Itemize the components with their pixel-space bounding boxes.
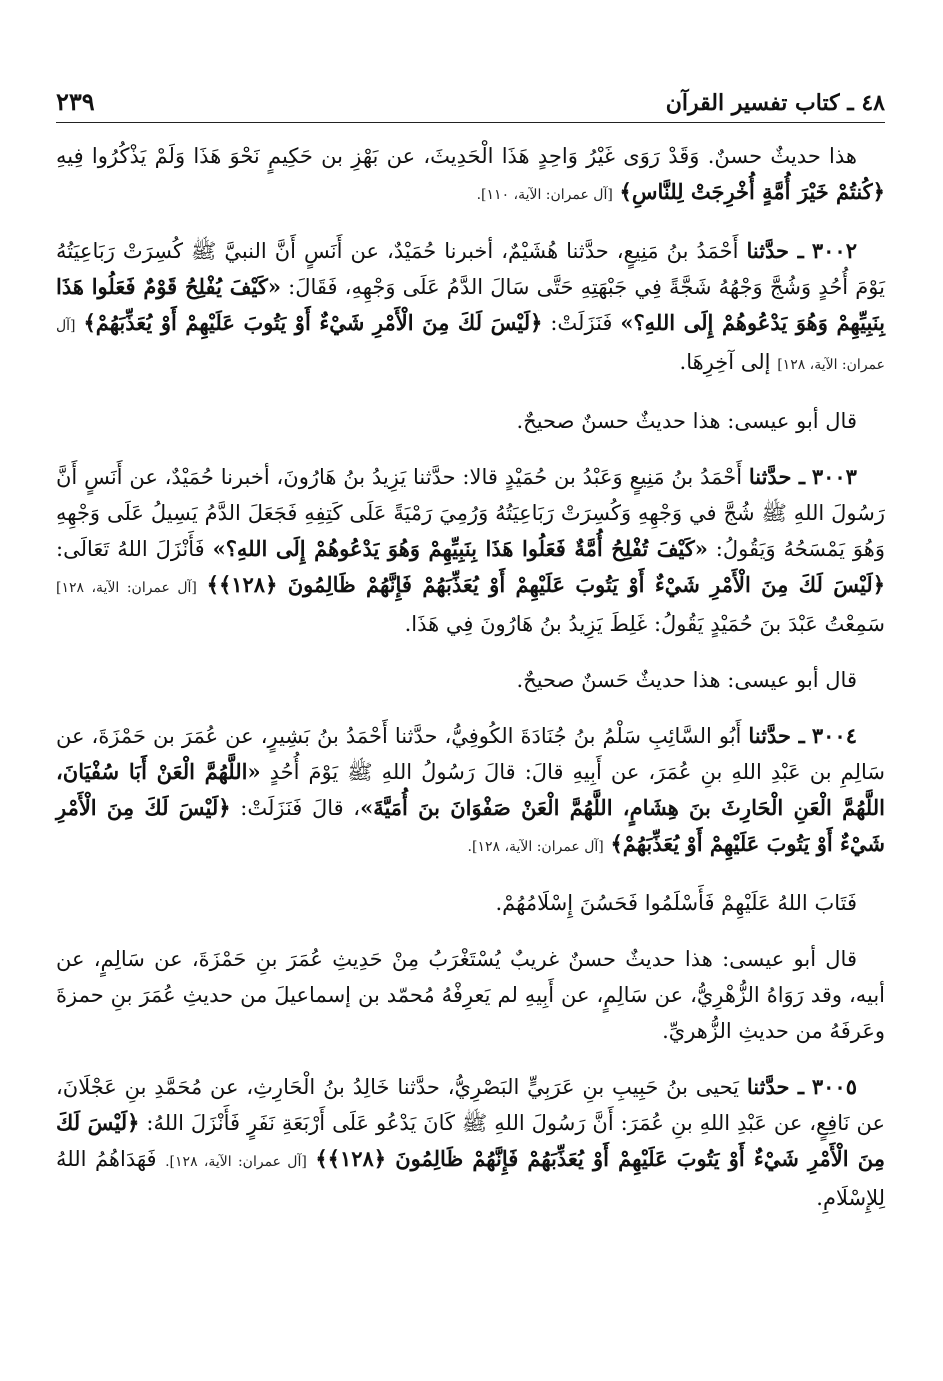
hadith-3002 [56,233,885,383]
verse-reference: [آل عمران: الآية، ١٢٨]. [467,839,604,855]
paragraph-text: أَحْمَدُ بنُ مَنِيعٍ، حدَّثنا هُشَيْمٌ، أخبرنا حُمَيْدٌ، عن أَنَسٍ أَنَّ النبيَّ ﷺ كُسِرَتْ رَبَاعِيَتُهُ يَوْمَ أُحُدٍ وَشُجَّ وَجْهُهُ شَجَّةً فِي جَبْهَتِهِ حَتَّى سَالَ الدَّمُ عَلَى وَجْهِهِ، فَقَالَ: [56,239,885,299]
quran-verse: ﴿لَيْسَ لَكَ مِنَ الْأَمْرِ شَيْءٌ أَوْ يَتُوبَ عَلَيْهِمْ أَوْ يُعَذِّبَهُمْ﴾ [83,310,543,335]
hadith-number: ٣٠٠٥ [811,1074,857,1099]
paragraph-text: فَأَنْزَلَ اللهُ تَعَالَى: [56,537,205,561]
outcome-note [56,885,885,921]
quran-verse: ﴿لَيْسَ لَكَ مِنَ الْأَمْرِ شَيْءٌ أَوْ يَتُوبَ عَلَيْهِمْ أَوْ يُعَذِّبَهُمْ فَإِنَّهُمْ ظَالِمُونَ ﴿١٢٨﴾﴾ [206,572,886,597]
narration-label: ـ حدَّثنا [748,723,805,748]
verse-reference: [آل عمران: الآية، ١١٠]. [476,187,613,203]
paragraph-text: سَمِعْتُ عَبْدَ بنَ حُمَيْدٍ يَقُولُ: غَلِطَ يَزِيدُ بنُ هَارُونَ فِي هَذَا. [404,612,885,636]
hadith-number: ٣٠٠٤ [811,723,857,748]
paragraph-text: فَتَابَ اللهُ عَلَيْهِمْ فَأَسْلَمُوا فَحَسُنَ إِسْلَامُهُمْ. [495,891,857,915]
prophetic-quote: «اللَّهُمَّ الْعَنْ أَبَا سُفْيَانَ، اللَّهُمَّ الْعَنِ الْحَارِثَ بنَ هِشَامٍ، اللَّهُمَّ الْعَنْ صَفْوَانَ بنَ أُمَيَّةَ» [56,759,885,820]
hadith-number: ٣٠٠٣ [811,464,857,489]
prophetic-quote: «كَيْفَ تُفْلِحُ أُمَّةٌ فَعَلُوا هَذَا بِنَبِيِّهِمْ وَهُوَ يَدْعُوهُمْ إِلَى اللهِ؟» [212,536,708,561]
narration-label: ـ حدَّثنا [748,464,806,489]
quran-verse: ﴿لَيْسَ لَكَ مِنَ الْأَمْرِ شَيْءٌ أَوْ يَتُوبَ عَلَيْهِمْ أَوْ يُعَذِّبَهُمْ﴾ [56,795,885,856]
grading-note [56,662,885,698]
paragraph-intro [56,138,885,213]
paragraph-text: قال أبو عيسى: هذا حديثٌ حَسنٌ صحيحٌ. [516,668,857,692]
verse-reference: [آل عمران: الآية، ١٢٨] [56,318,885,373]
paragraph-text: أَبُو السَّائِبِ سَلْمُ بنُ جُنَادَةَ الكُوفِيُّ، حدَّثنا أَحْمَدُ بنُ بَشِيرٍ، عن عُمَرَ بن حَمْزَةَ، عن سَالِمِ بن عَبْدِ اللهِ بنِ عُمَرَ، عن أَبِيهِ قالَ: قالَ رَسُولُ اللهِ ﷺ يَوْمَ أُحُدٍ [56,724,885,784]
quran-verse: ﴿لَيْسَ لَكَ مِنَ الْأَمْرِ شَيْءٌ أَوْ يَتُوبَ عَلَيْهِمْ أَوْ يُعَذِّبَهُمْ فَإِنَّهُمْ ظَالِمُونَ ﴿١٢٨﴾﴾ [56,1110,885,1171]
grading-note [56,941,885,1049]
prophetic-quote: «كَيْفَ يُفْلِحُ قَوْمٌ فَعَلُوا هَذَا بِنَبِيِّهِمْ وَهُوَ يَدْعُوهُمْ إِلَى اللهِ؟» [56,274,885,335]
hadith-3003 [56,459,885,642]
paragraph-text: إلى آخِرِهَا. [679,350,771,374]
narration-label: ـ حدَّثنا [746,1074,805,1099]
hadith-number: ٣٠٠٢ [811,238,857,263]
paragraph-text: هذا حديثٌ حسنٌ. وَقَدْ رَوَى غَيْرُ وَاحِدٍ هَذَا الْحَدِيثَ، عن بَهْزِ بن حَكِيمٍ نَحْوَ هَذَا وَلَمْ يَذْكُرُوا فِيهِ [56,144,857,168]
paragraph-text: فَهَدَاهُمُ اللهُ لِلإِسْلَامِ. [56,1147,885,1210]
paragraph-text: قال أبو عيسى: هذا حديثٌ حسنٌ صحيحٌ. [516,409,857,433]
running-title: ٤٨ ـ كتاب تفسير القرآن [665,90,885,116]
paragraph-text: أَحْمَدُ بنُ مَنِيعٍ وَعَبْدُ بن حُمَيْدٍ قالا: حدَّثنا يَزِيدُ بنُ هَارُونَ، أخبرنا حُمَيْدٌ، عن أَنَسٍ أَنَّ رَسُولَ اللهِ ﷺ شُجَّ في وَجْهِهِ وَكُسِرَتْ رَبَاعِيَتُهُ وَرُمِيَ رَمْيَةً عَلَى كَتِفِهِ فَجَعَلَ الدَّمُ يَسِيلُ عَلَى وَجْهِهِ وَهُوَ يَمْسَحُهُ وَيَقُولُ: [56,465,885,561]
narration-label: ـ حدَّثنا [746,238,804,263]
verse-reference: [آل عمران: الآية، ١٢٨]. [165,1154,307,1170]
page-number: ٢٣٩ [56,87,95,116]
hadith-3004 [56,718,885,865]
paragraph-text: يَحيى بنُ حَبِيبِ بنِ عَرَبِيٍّ البَصْرِيُّ، حدَّثنا خَالِدُ بنُ الْحَارِثِ، عن مُحَمَّدِ بنِ عَجْلَانَ، عن نَافِعٍ، عن عَبْدِ اللهِ بنِ عُمَرَ: أَنَّ رَسُولَ اللهِ ﷺ كَانَ يَدْعُو عَلَى أَرْبَعَةِ نَفَرٍ فَأَنْزَلَ اللهُ: [56,1075,885,1135]
quran-verse: ﴿كُنتُمْ خَيْرَ أُمَّةٍ أُخْرِجَتْ لِلنَّاسِ﴾ [619,179,885,204]
verse-reference: [آل عمران: الآية، ١٢٨] [56,580,197,596]
hadith-3005 [56,1069,885,1216]
page-body [56,138,885,1236]
paragraph-text: فَنَزَلَتْ: [550,311,613,335]
page-header [56,70,885,123]
paragraph-text: قال أبو عيسى: هذا حديثٌ حسنٌ غريبٌ يُسْتَغْرَبُ مِنْ حَدِيثِ عُمَرَ بنِ حَمْزَةَ، عن سَالِمٍ، عن أبيه، وقد رَوَاهُ الزُّهْرِيُّ، عن سَالِمٍ، عن أَبِيهِ لم يَعرِفْهُ مُحمّد بن إسماعيلَ من حديثِ عُمَرَ بنِ حمزةَ وعَرفَهُ من حديثِ الزُّهريِّ. [56,947,885,1043]
grading-note [56,403,885,439]
paragraph-text: ، قالَ فَنَزَلَتْ: [240,796,361,820]
